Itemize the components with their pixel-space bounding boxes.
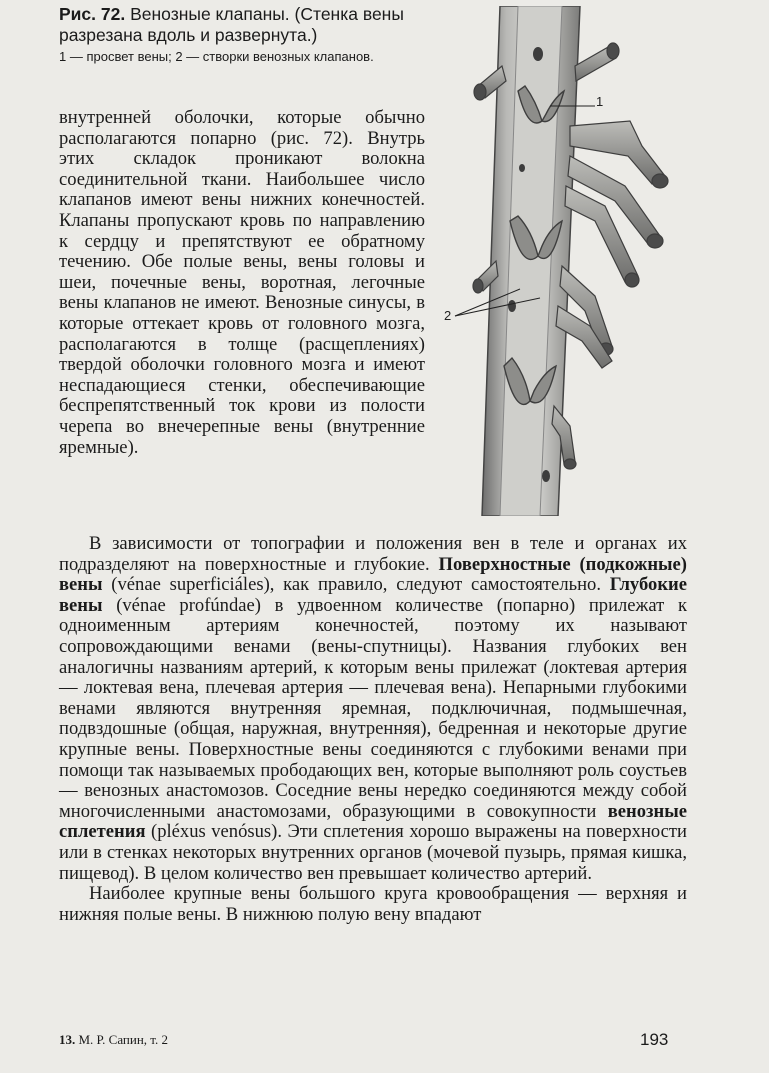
p2-text-c: (vénae superficiáles), как правило, следуют самостоятельно.	[102, 574, 610, 596]
column-paragraph-text: внутренней оболочки, которые обычно располагаются попарно (рис. 72). Внутрь этих складок проникают волокна соединительной ткани. Наибольшее число клапанов имеют вены нижних конечностей. Клапаны пропускают кровь по направлению к сердцу и препятствуют ее обратному течению. Обе полые вены, вены головы и шеи, почечные вены, воротная, легочные вены клапанов не имеют. Венозные синусы, в которые оттекает кровь от головного мозга, располагаются в толще (расщеплениях) твердой оболочки головного мозга и имеют неспадающиеся стенки, обеспечивающие беспрепятственный ток крови из полости черепа во внечерепные вены (внутренние яремные).	[59, 107, 425, 458]
page-number: 193	[640, 1030, 669, 1049]
p2-text-e: (vénae profúndae) в удвоенном количестве (попарно) прилежат к одноименным артериям конечностей, поэтому их называют сопровождающими венами (вены-спутницы). Названия глубоких вен аналогичны названиям артерий, к которым вены прилежат (локтевая артерия — локтевая вена, плечевая артерия — плечевая вена). Непарными глубокими венами являются внутренняя яремная, подключичная, подмышечная, подвздошные (общая, наружная, внутренняя), бедренная и некоторые другие крупные вены. Поверхностные вены соединяются с глубокими венами при помощи так называемых прободающих вен, которые выполняют роль соустьев — венозных анастомозов. Соседние вены нередко соединяются между собой многочисленными анастомозами, образующими в совокупности	[59, 594, 687, 822]
figure-caption	[59, 4, 429, 64]
p2-text-a: В зависимости от топографии и положения вен в теле и органах их подразделяют на поверхностные и глубокие.	[59, 533, 687, 575]
figure-number: Рис. 72.	[59, 4, 126, 24]
signature-text: М. Р. Сапин, т. 2	[75, 1032, 169, 1047]
signature-number: 13.	[59, 1032, 76, 1047]
signature-mark	[59, 1032, 168, 1048]
column-paragraph	[59, 108, 425, 458]
paragraph-vena-cava: Наиболее крупные вены большого круга кровообращения — верхняя и нижняя полые вены. В нижнюю полую вену впадают	[59, 883, 687, 925]
paragraph-vein-types	[59, 534, 687, 884]
figure-label-1: 1	[596, 94, 604, 109]
vein-valves-illustration	[430, 6, 700, 516]
term-superficial-veins: Поверхностные (подкожные) вены	[59, 553, 687, 596]
main-text	[59, 534, 687, 925]
vein-drawing	[430, 6, 700, 516]
figure-label-2: 2	[444, 308, 452, 323]
term-deep-veins: Глубокие вены	[59, 574, 687, 616]
p2-text-g: (pléxus venósus). Эти сплетения хорошо выражены на поверхности или в стенках некоторых внутренних органов (мочевой пузырь, прямая кишка, пищевод). В целом количество вен превышает количество артерий.	[59, 821, 687, 884]
term-venous-plexus: венозные сплетения	[59, 800, 687, 843]
caption-title	[59, 4, 429, 46]
caption-legend: 1 — просвет вены; 2 — створки венозных клапанов.	[59, 49, 374, 64]
caption-title-text: Венозные клапаны. (Стенка вены разрезана вдоль и развернута.)	[59, 4, 404, 45]
